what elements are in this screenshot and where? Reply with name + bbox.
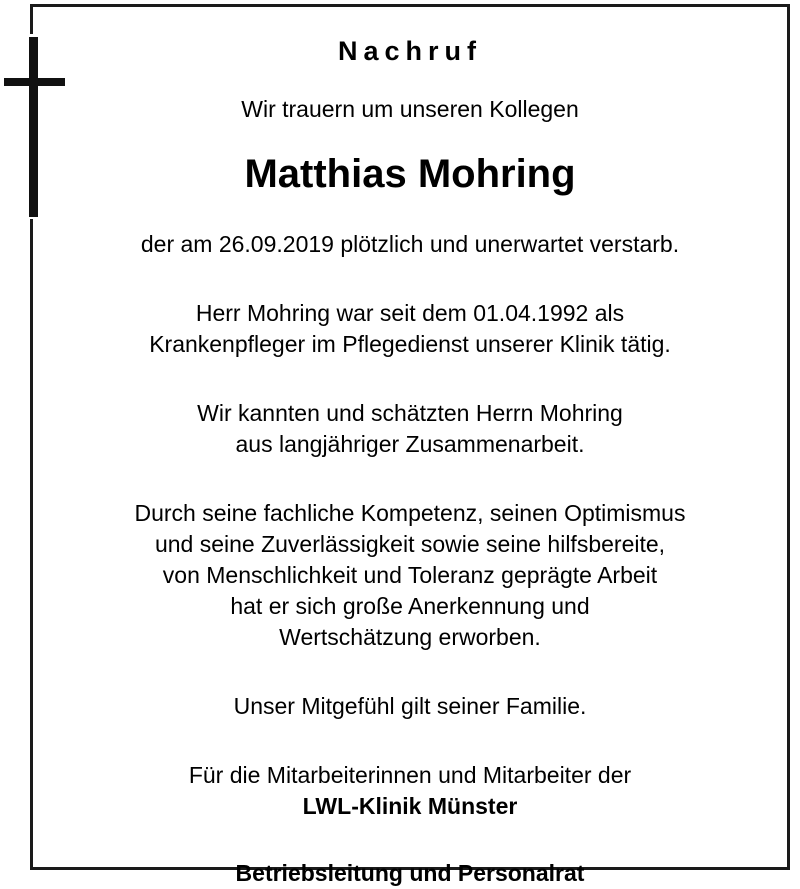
signature-block [40, 760, 780, 822]
esteem-line: aus langjähriger Zusammenarbeit. [235, 430, 585, 457]
frame-border-left-lower [30, 219, 33, 870]
mourning-intro-line: Wir trauern um unseren Kollegen [241, 95, 579, 122]
tenure-line: Herr Mohring war seit dem 01.04.1992 als [195, 299, 625, 326]
death-date-block [40, 229, 780, 260]
sympathy-line: Unser Mitgefühl gilt seiner Familie. [233, 692, 587, 719]
cross-icon-vertical-bar [29, 37, 38, 217]
tribute-line: und seine Zuverlässigkeit sowie seine hilfsbereite, [154, 530, 666, 557]
esteem-block [40, 398, 780, 460]
tribute-line: Durch seine fachliche Kompetenz, seinen Optimismus [134, 499, 686, 526]
signatories-block [40, 858, 780, 889]
esteem-line: Wir kannten und schätzten Herrn Mohring [197, 399, 623, 426]
notice-heading: Nachruf [337, 36, 482, 66]
tenure-block [40, 298, 780, 360]
deceased-name-block [40, 151, 780, 197]
tribute-block [40, 498, 780, 653]
tenure-line: Krankenpfleger im Pflegedienst unserer Klinik tätig. [149, 330, 671, 357]
mourning-intro-block [40, 94, 780, 125]
notice-text-column [40, 0, 780, 886]
organization-name: LWL-Klinik Münster [302, 792, 518, 819]
death-date-line: der am 26.09.2019 plötzlich und unerwartet verstarb. [140, 230, 680, 257]
tribute-line: von Menschlichkeit und Toleranz geprägte Arbeit [162, 561, 658, 588]
signatories-line: Betriebsleitung und Personalrat [235, 859, 585, 886]
sympathy-block [40, 691, 780, 722]
signature-intro-line: Für die Mitarbeiterinnen und Mitarbeiter der [188, 761, 632, 788]
frame-border-right [787, 4, 790, 870]
tribute-line: Wertschätzung erworben. [279, 623, 541, 650]
deceased-name: Matthias Mohring [244, 151, 576, 196]
tribute-line: hat er sich große Anerkennung und [230, 592, 590, 619]
